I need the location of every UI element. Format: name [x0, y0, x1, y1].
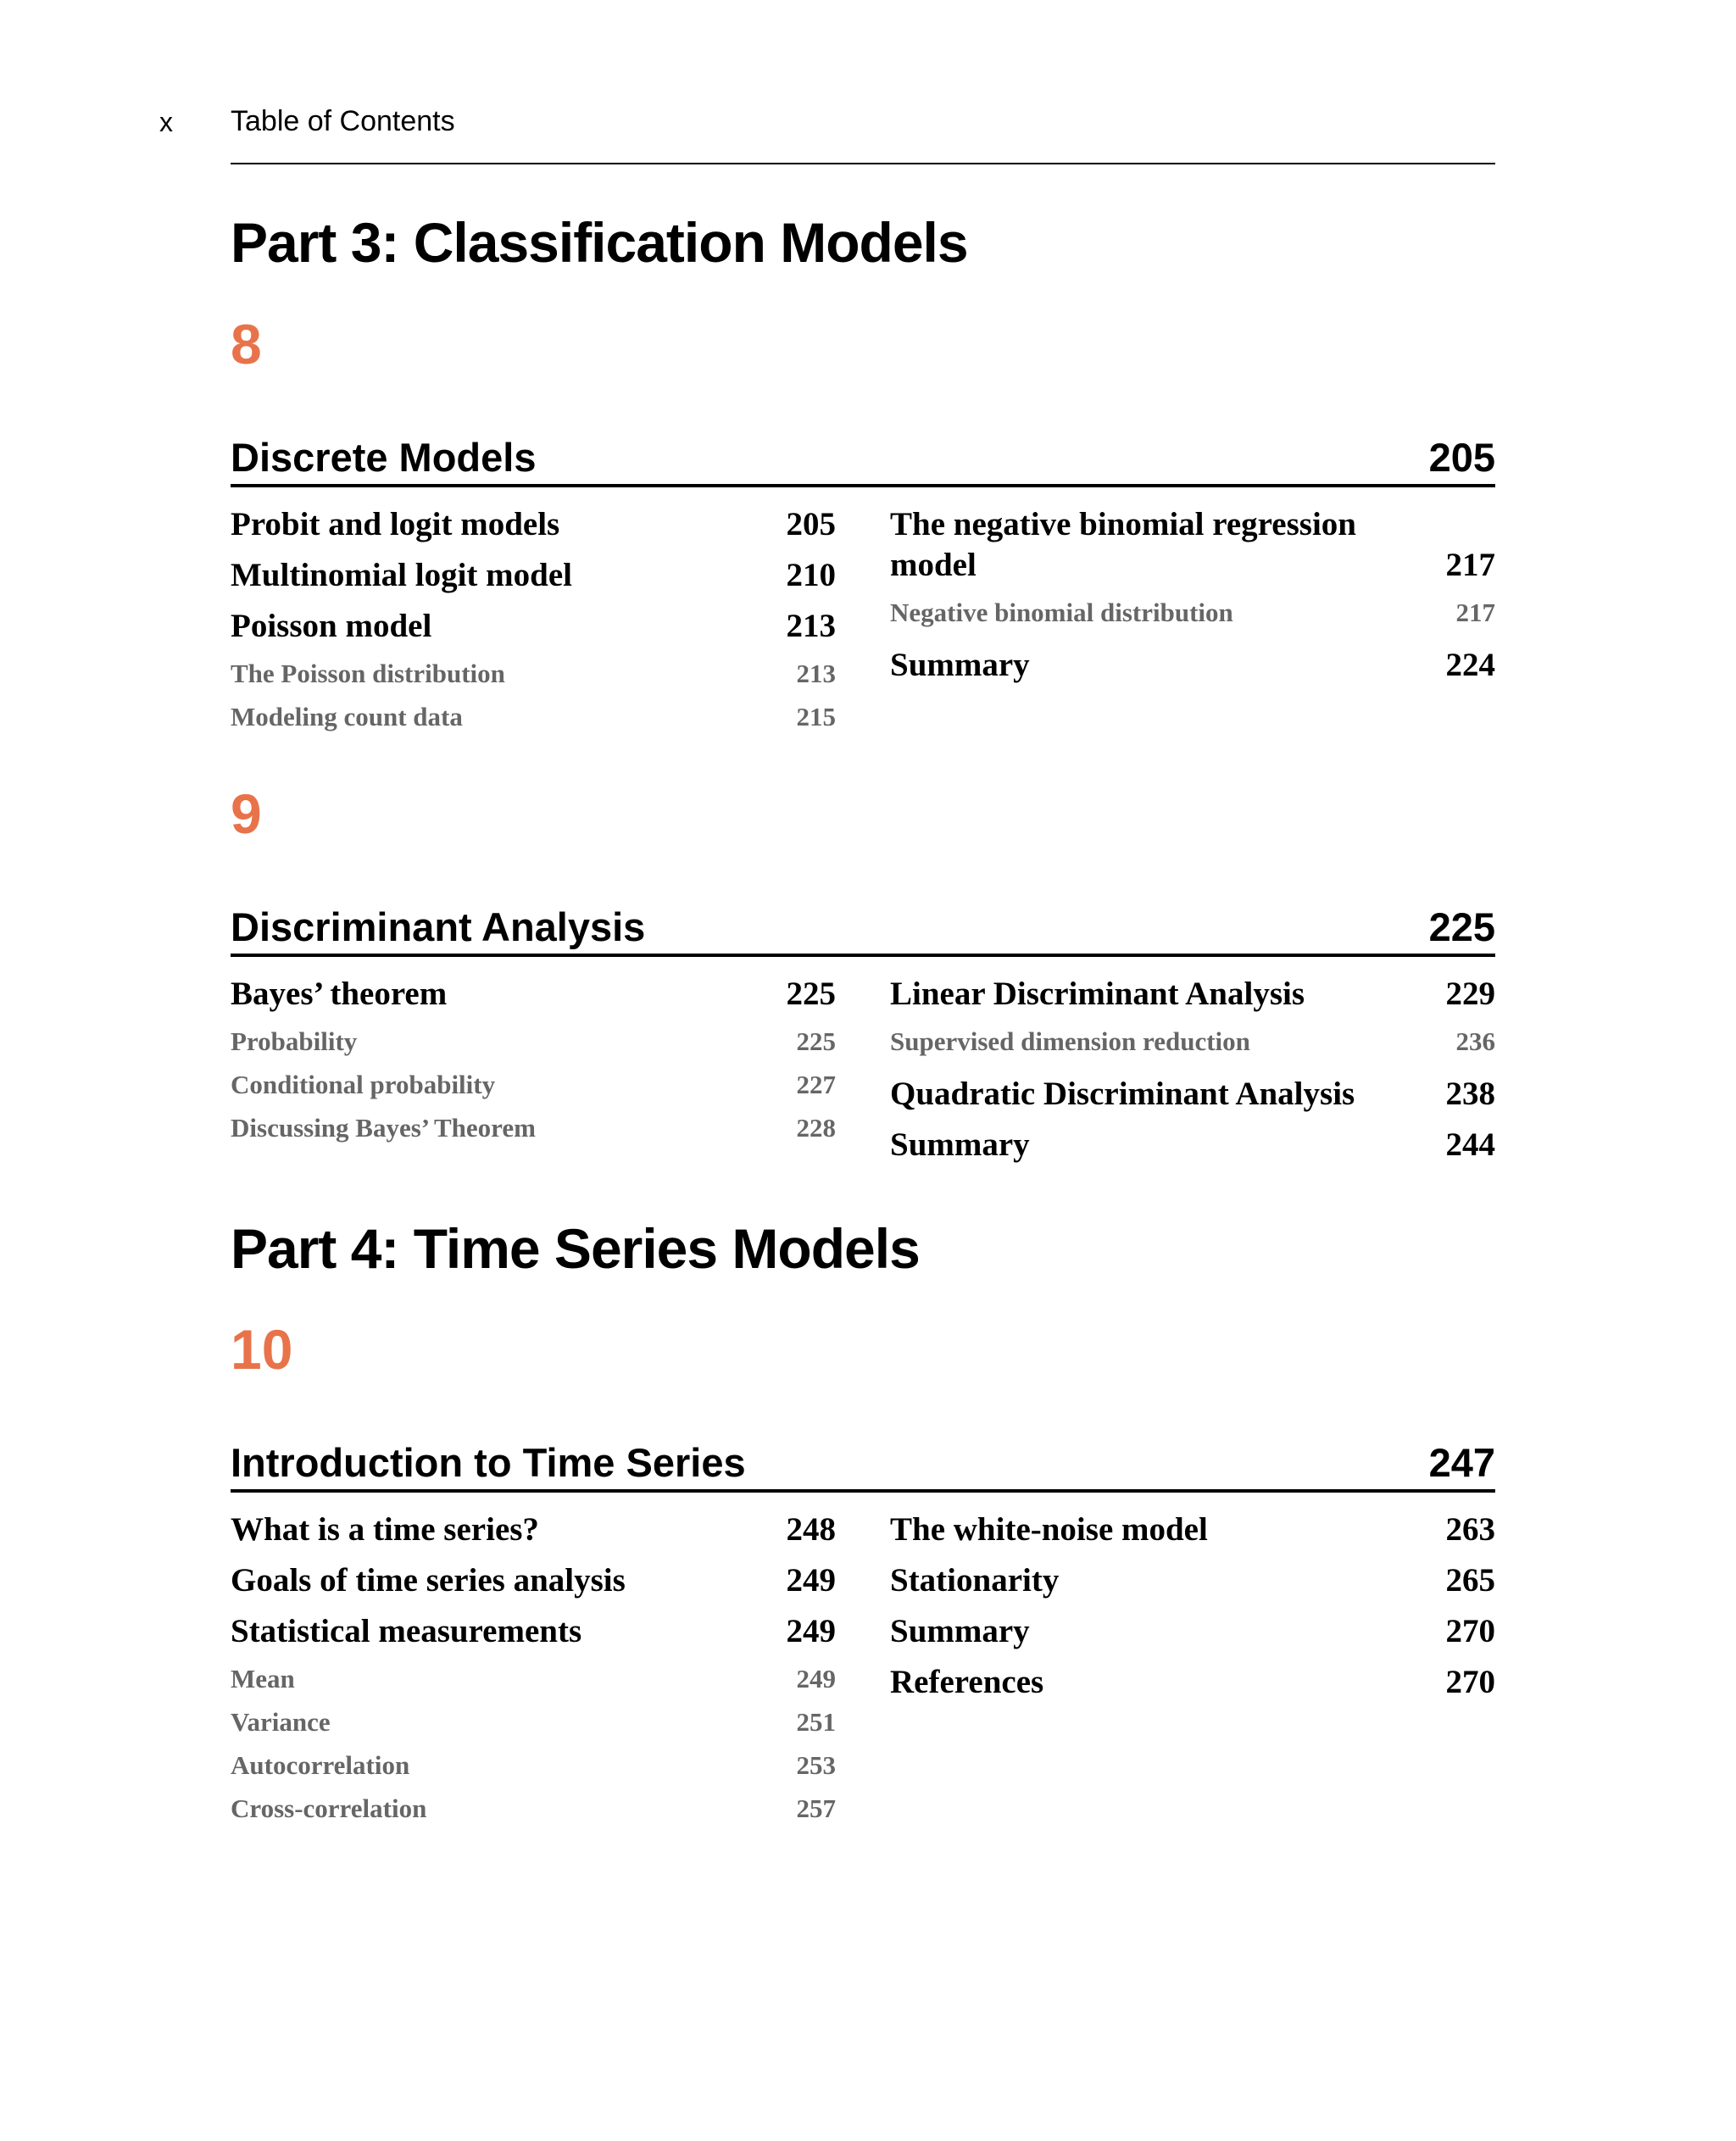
column-left [231, 504, 836, 743]
chapter-section [231, 1318, 1495, 1835]
entry-title[interactable]: Supervised dimension reduction [890, 1026, 1250, 1056]
entry-page: 248 [786, 1511, 836, 1549]
entry-title[interactable]: Statistical measurements [231, 1613, 582, 1650]
entry-title[interactable]: Negative binomial distribution [890, 597, 1233, 627]
page-header [0, 102, 1736, 170]
entry-page: 257 [796, 1793, 836, 1824]
entry-title[interactable]: Discussing Bayes’ Theorem [231, 1112, 536, 1143]
column-right [890, 974, 1495, 1176]
toc-entry[interactable] [890, 1560, 1495, 1601]
entry-title[interactable]: Probability [231, 1026, 358, 1056]
entry-page: 224 [1445, 646, 1495, 683]
part-title: Part 3: Classification Models [231, 211, 968, 274]
toc-subentry[interactable] [231, 657, 836, 691]
entry-page: 227 [796, 1069, 836, 1099]
toc-entry[interactable] [890, 1611, 1495, 1652]
entry-title[interactable]: Goals of time series analysis [231, 1562, 626, 1599]
toc-subentry[interactable] [890, 596, 1495, 630]
running-title: Table of Contents [231, 105, 455, 137]
toc-entry[interactable] [890, 1662, 1495, 1703]
entry-title[interactable]: Variance [231, 1707, 331, 1738]
chapter-title[interactable]: Discrete Models [231, 434, 537, 480]
toc-entry[interactable] [231, 1510, 836, 1550]
entry-title[interactable]: Modeling count data [231, 701, 463, 731]
entry-page: 270 [1445, 1664, 1495, 1701]
chapter-columns [231, 1510, 1495, 1835]
entry-title[interactable]: Conditional probability [231, 1069, 496, 1099]
entry-page: 213 [786, 607, 836, 644]
toc-subentry[interactable] [231, 1705, 836, 1739]
toc-entry[interactable] [890, 1074, 1495, 1115]
entry-title[interactable]: Bayes’ theorem [231, 975, 448, 1012]
chapter-page: 205 [1428, 434, 1495, 480]
entry-title[interactable]: The white-noise model [890, 1511, 1208, 1549]
entry-title[interactable]: References [890, 1664, 1044, 1701]
entry-page: 205 [786, 505, 836, 542]
toc-subentry[interactable] [231, 1662, 836, 1696]
entry-page: 249 [796, 1664, 836, 1694]
part-title: Part 4: Time Series Models [231, 1216, 920, 1280]
entry-page: 229 [1445, 975, 1495, 1012]
toc-entry[interactable] [890, 974, 1495, 1015]
chapter-heading[interactable] [231, 435, 1495, 487]
entry-page: 228 [796, 1112, 836, 1143]
table-of-contents [231, 170, 1495, 1835]
toc-entry[interactable] [231, 606, 836, 647]
toc-subentry[interactable] [231, 700, 836, 734]
entry-page: 263 [1445, 1511, 1495, 1549]
chapter-heading[interactable] [231, 1440, 1495, 1493]
column-left [231, 974, 836, 1176]
entry-title[interactable]: Cross-correlation [231, 1793, 427, 1824]
entry-page: 225 [786, 975, 836, 1012]
chapter-columns [231, 504, 1495, 743]
entry-title[interactable]: Poisson model [231, 607, 432, 644]
entry-title[interactable]: The negative binomial regression model [890, 505, 1356, 583]
entry-title[interactable]: Mean [231, 1664, 295, 1694]
column-right [890, 1510, 1495, 1835]
toc-entry[interactable] [890, 504, 1495, 586]
toc-entry[interactable] [231, 974, 836, 1015]
toc-subentry[interactable] [890, 1025, 1495, 1059]
toc-entry[interactable] [231, 555, 836, 596]
entry-page: 270 [1445, 1613, 1495, 1650]
entry-title[interactable]: Quadratic Discriminant Analysis [890, 1075, 1355, 1112]
column-left [231, 1510, 836, 1835]
entry-title[interactable]: Summary [890, 1126, 1030, 1163]
chapter-section [231, 781, 1495, 1176]
chapter-title[interactable]: Introduction to Time Series [231, 1440, 746, 1486]
entry-title[interactable]: Autocorrelation [231, 1750, 410, 1781]
entry-page: 265 [1445, 1562, 1495, 1599]
toc-entry[interactable] [890, 1510, 1495, 1550]
entry-page: 213 [796, 658, 836, 688]
entry-page: 236 [1455, 1026, 1495, 1056]
chapter-page: 225 [1428, 904, 1495, 949]
entry-page: 249 [786, 1562, 836, 1599]
entry-page: 238 [1445, 1075, 1495, 1112]
chapter-section [231, 312, 1495, 743]
entry-page: 253 [796, 1750, 836, 1781]
entry-title[interactable]: The Poisson distribution [231, 658, 505, 688]
toc-entry[interactable] [231, 1560, 836, 1601]
entry-title[interactable]: Summary [890, 1613, 1030, 1650]
entry-page: 217 [1445, 546, 1495, 583]
page-number: x [159, 107, 173, 137]
chapter-number: 8 [231, 312, 262, 375]
entry-title[interactable]: Linear Discriminant Analysis [890, 975, 1305, 1012]
entry-title[interactable]: Probit and logit models [231, 505, 560, 542]
entry-page: 225 [796, 1026, 836, 1056]
entry-title[interactable]: Summary [890, 646, 1030, 683]
chapter-columns [231, 974, 1495, 1176]
chapter-page: 247 [1428, 1440, 1495, 1486]
entry-title[interactable]: Stationarity [890, 1562, 1060, 1599]
toc-subentry[interactable] [231, 1025, 836, 1059]
chapter-heading[interactable] [231, 904, 1495, 957]
entry-page: 217 [1455, 597, 1495, 627]
entry-page: 215 [796, 701, 836, 731]
entry-title[interactable]: What is a time series? [231, 1511, 539, 1549]
toc-subentry[interactable] [231, 1068, 836, 1102]
toc-entry[interactable] [231, 504, 836, 545]
toc-subentry[interactable] [231, 1792, 836, 1826]
toc-entry[interactable] [231, 1611, 836, 1652]
entry-title[interactable]: Multinomial logit model [231, 556, 572, 593]
toc-subentry[interactable] [231, 1749, 836, 1782]
chapter-title[interactable]: Discriminant Analysis [231, 904, 646, 949]
entry-page: 210 [786, 556, 836, 593]
entry-page: 244 [1445, 1126, 1495, 1163]
chapter-number: 10 [231, 1318, 293, 1382]
toc-entry[interactable] [890, 1125, 1495, 1165]
header-divider [231, 163, 1495, 164]
column-right [890, 504, 1495, 743]
toc-subentry[interactable] [231, 1111, 836, 1145]
chapter-number: 9 [231, 781, 262, 845]
entry-page: 249 [786, 1613, 836, 1650]
entry-page: 251 [796, 1707, 836, 1738]
toc-entry[interactable] [890, 645, 1495, 686]
